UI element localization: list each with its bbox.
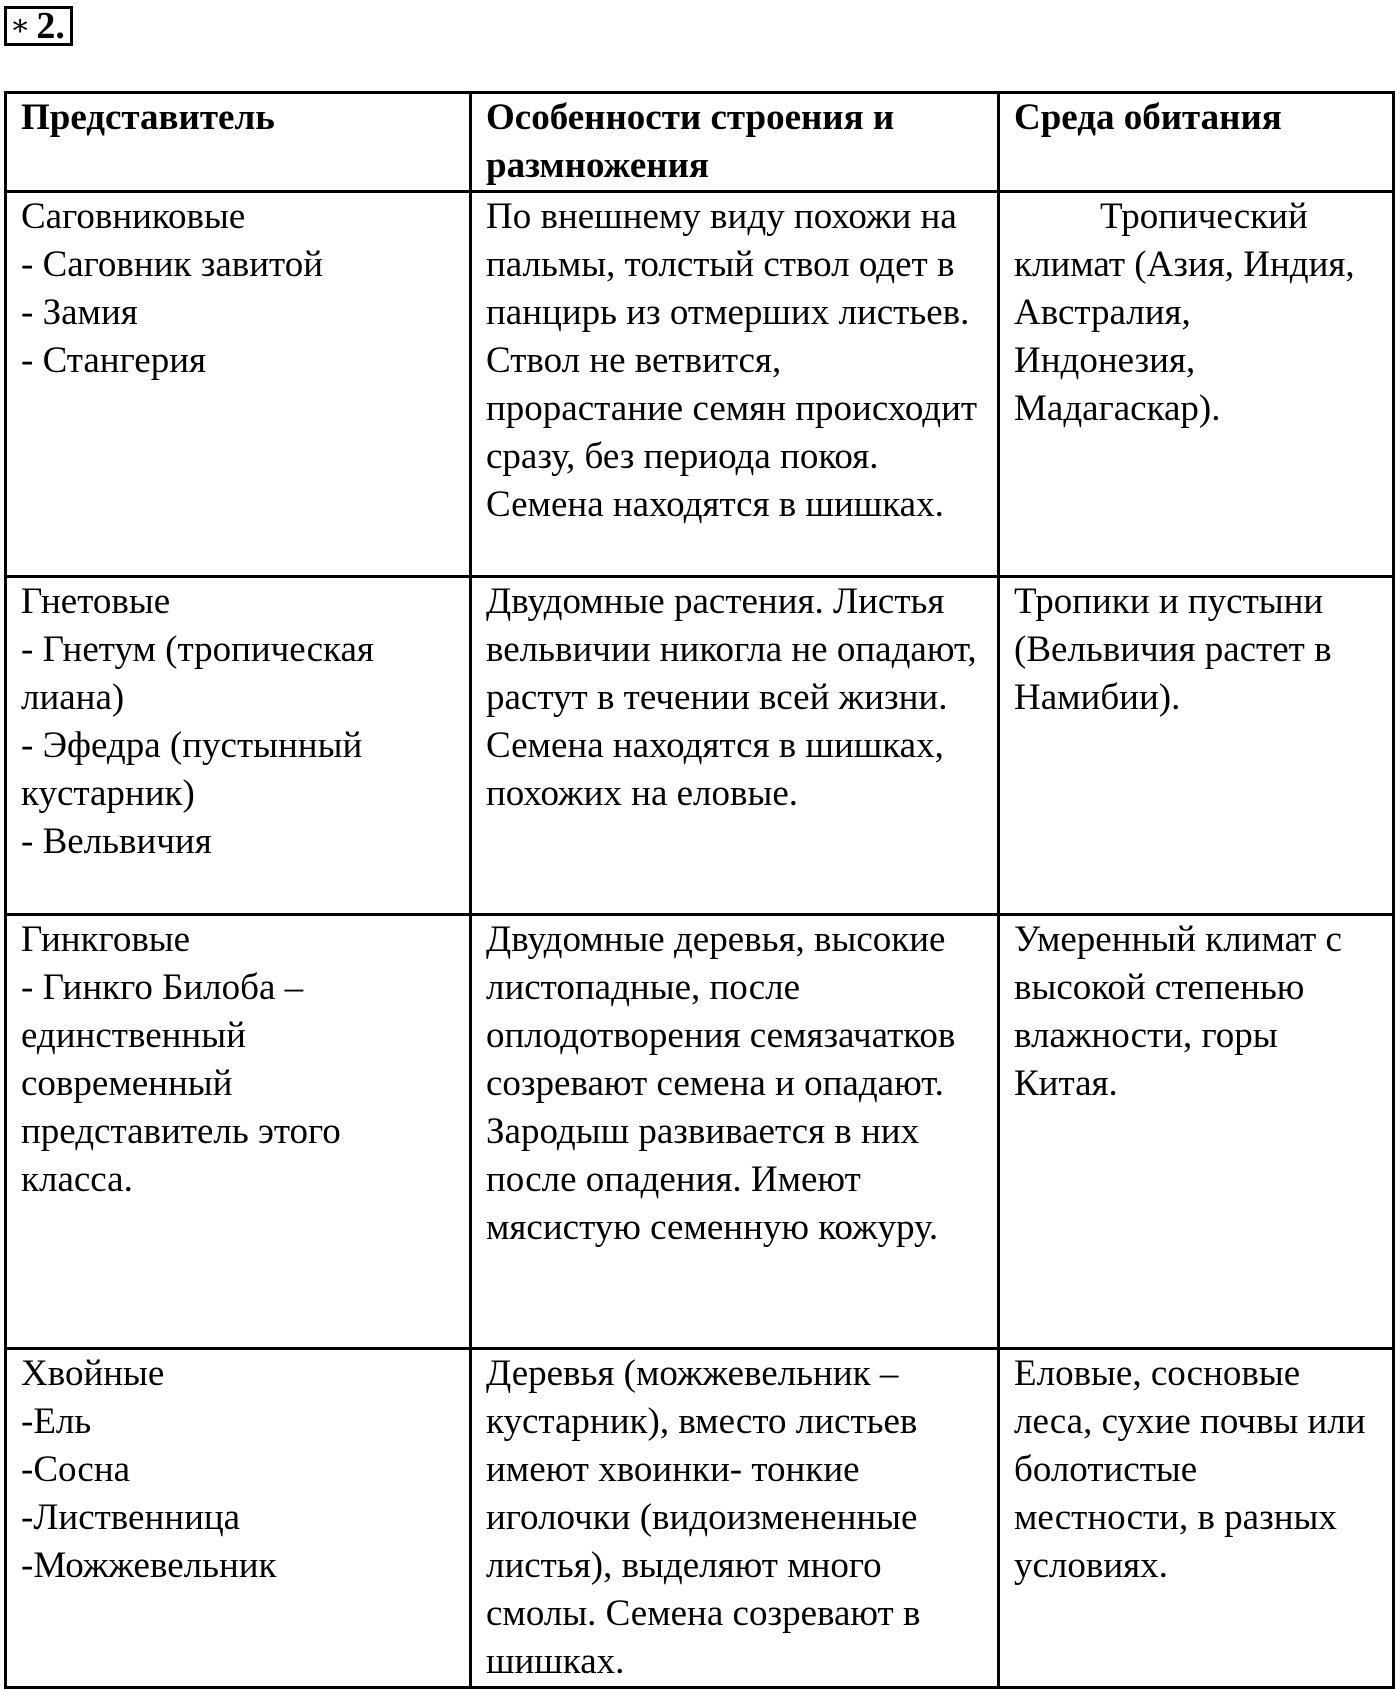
table-header-row [6, 93, 1394, 192]
species-item: - Гнетум (тропическая лиана) [21, 629, 374, 718]
species-item: - Замия [21, 292, 138, 333]
features-cell: По внешнему виду похожи на пальмы, толстый ствол одет в панцирь из отмерших листьев. Ствол не ветвится, прорастание семян происходит сразу, без периода покоя. Семена находятся в шишках. [471, 192, 999, 577]
features-cell: Деревья (можжевельник – кустарник), вместо листьев имеют хвоинки- тонкие иголочки (видоизмененные листья), выделяют много смолы. Семена созревают в шишках. [471, 1349, 999, 1688]
species-item: -Лиственница [21, 1497, 241, 1538]
species-item: - Эфедра (пустынный кустарник) [21, 725, 363, 814]
features-cell: Двудомные деревья, высокие листопадные, после оплодотворения семязачатков созревают семена и опадают. Зародыш развивается в них после опадения. Имеют мясистую семенную кожуру. [471, 915, 999, 1349]
species-item: - Стангерия [21, 340, 207, 381]
representative-cell [6, 192, 471, 577]
species-item: - Саговник завитой [21, 244, 324, 285]
species-item: -Можжевельник [21, 1545, 277, 1586]
gymnosperms-table [4, 91, 1395, 1689]
group-name: Хвойные [21, 1353, 165, 1394]
species-item: - Гинкго Билоба – единственный современный представитель этого класса. [21, 967, 341, 1200]
species-item: - Вельвичия [21, 821, 212, 862]
table-row [6, 192, 1394, 577]
header-features: Особенности строения и размножения [471, 93, 999, 192]
task-star-marker: ∗ [10, 9, 31, 42]
task-number: 2. [36, 5, 65, 47]
species-item: -Сосна [21, 1449, 131, 1490]
representative-cell [6, 1349, 471, 1688]
group-name: Гинкговые [21, 919, 191, 960]
group-name: Саговниковые [21, 196, 246, 237]
table-row [6, 1349, 1394, 1688]
table-row [6, 577, 1394, 915]
header-representative: Представитель [6, 93, 471, 192]
species-item: -Ель [21, 1401, 92, 1442]
habitat-text: Тропический климат (Азия, Индия, Австралия, Индонезия, Мадагаскар). [1014, 196, 1355, 429]
habitat-cell: Тропики и пустыни (Вельвичия растет в Намибии). [999, 577, 1394, 915]
header-habitat: Среда обитания [999, 93, 1394, 192]
habitat-cell: Еловые, сосновые леса, сухие почвы или болотистые местности, в разных условиях. [999, 1349, 1394, 1688]
habitat-cell: Умеренный климат с высокой степенью влажности, горы Китая. [999, 915, 1394, 1349]
representative-cell [6, 915, 471, 1349]
representative-cell [6, 577, 471, 915]
group-name: Гнетовые [21, 581, 171, 622]
habitat-cell [999, 192, 1394, 577]
task-number-box [4, 6, 73, 46]
features-cell: Двудомные растения. Листья вельвичии никогла не опадают, растут в течении всей жизни. Семена находятся в шишках, похожих на еловые. [471, 577, 999, 915]
table-row [6, 915, 1394, 1349]
